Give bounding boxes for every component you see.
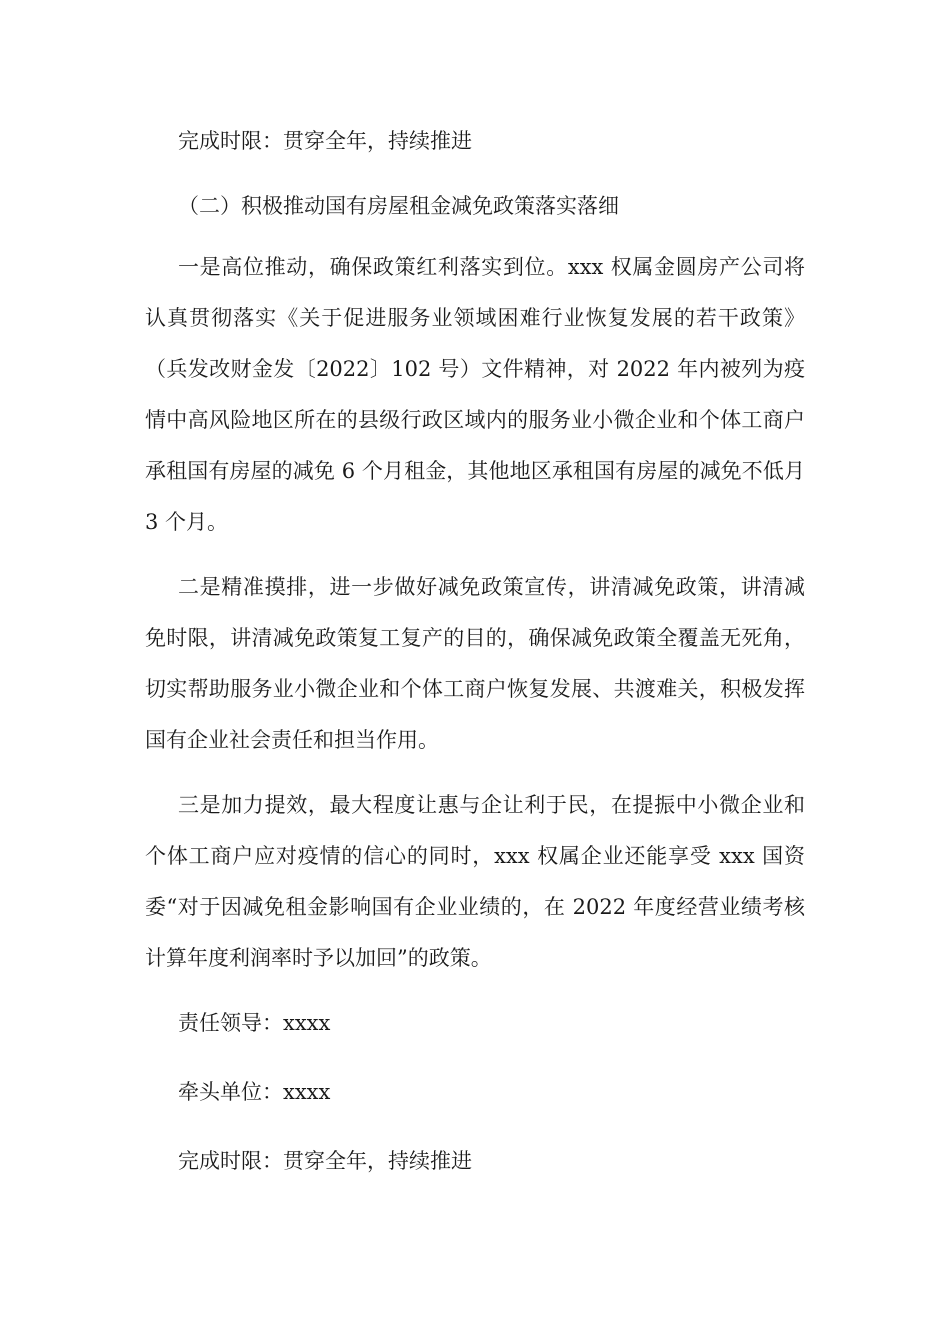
responsible-leader: 责任领导：xxxx [178,1011,331,1035]
deadline-line-top: 完成时限：贯穿全年，持续推进 [178,129,472,153]
paragraph-3: 三是加力提效，最大程度让惠与企让利于民，在提振中小微企业和个体工商户应对疫情的信心的同时，xxx 权属企业还能享受 xxx 国资委“对于因减免租金影响国有企业业绩的，在 2022 年度经营业绩考核计算年度利润率时予以加回”的政策。 [145,793,805,970]
paragraph-1: 一是高位推动，确保政策红利落实到位。xxx 权属金圆房产公司将认真贯彻落实《关于促进服务业领域困难行业恢复发展的若干政策》（兵发改财金发〔2022〕102 号）文件精神，对 2022 年内被列为疫情中高风险地区所在的县级行政区域内的服务业小微企业和个体工商户承租国有房屋的减免 6 个月租金，其他地区承租国有房屋的减免不低月 3 个月。 [145,255,805,534]
document-page [145,128,805,1175]
lead-unit: 牵头单位：xxxx [178,1080,331,1104]
paragraph-2: 二是精准摸排，进一步做好减免政策宣传，讲清减免政策，讲清减免时限，讲清减免政策复工复产的目的，确保减免政策全覆盖无死角，切实帮助服务业小微企业和个体工商户恢复发展、共渡难关，积极发挥国有企业社会责任和担当作用。 [145,575,805,752]
deadline-line-bottom: 完成时限：贯穿全年，持续推进 [178,1149,472,1173]
section-heading: （二）积极推动国有房屋租金减免政策落实落细 [178,194,619,218]
